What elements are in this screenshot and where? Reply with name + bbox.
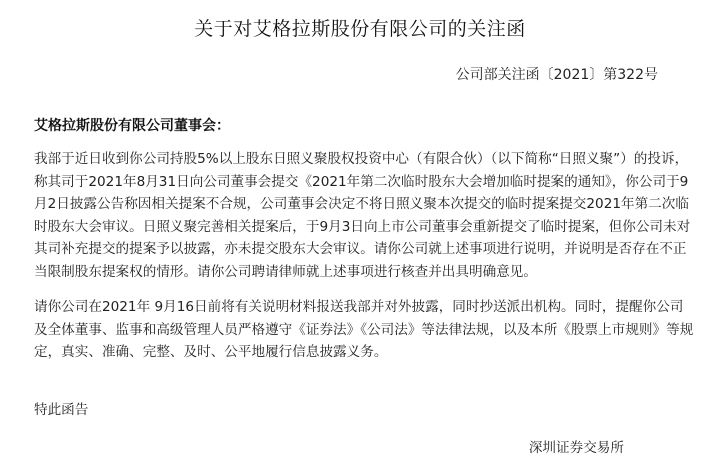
body-paragraph-1: 我部于近日收到你公司持股5%以上股东日照义聚股权投资中心（有限合伙）（以下简称“日照义聚”）的投诉，称其司于2021年8月31日向公司董事会提交《2021年第二次临时股东大会增加临时提案的通知》，你公司于9月2日披露公告称因相关提案不合规，公司董事会决定不将日照义聚本次提交的临时提案提交2021年第二次临时股东大会审议。日照义聚完善相关提案后，于9月3日向上市公司董事会重新提交了临时提案，但你公司未对其司补充提交的提案予以披露，亦未提交股东大会审议。请你公司就上述事项进行说明，并说明是否存在不正当限制股东提案权的情形。请你公司聘请律师就上述事项进行核查并出具明确意见。 <box>34 151 691 280</box>
document-number: 公司部关注函〔2021〕第322号 <box>455 67 658 83</box>
addressee: 艾格拉斯股份有限公司董事会： <box>34 118 230 134</box>
document-title: 关于对艾格拉斯股份有限公司的关注函 <box>194 18 526 40</box>
signer-name: 深圳证券交易所 <box>528 440 624 456</box>
closing-remark: 特此函告 <box>34 402 89 418</box>
body-paragraph-2: 请你公司在2021年 9月16日前将有关说明材料报送我部并对外披露，同时抄送派出机构。同时，提醒你公司及全体董事、监事和高级管理人员严格遵守《证券法》《公司法》等法律法规，以及本所《股票上市规则》等规定，真实、准确、完整、及时、公平地履行信息披露义务。 <box>34 299 694 360</box>
